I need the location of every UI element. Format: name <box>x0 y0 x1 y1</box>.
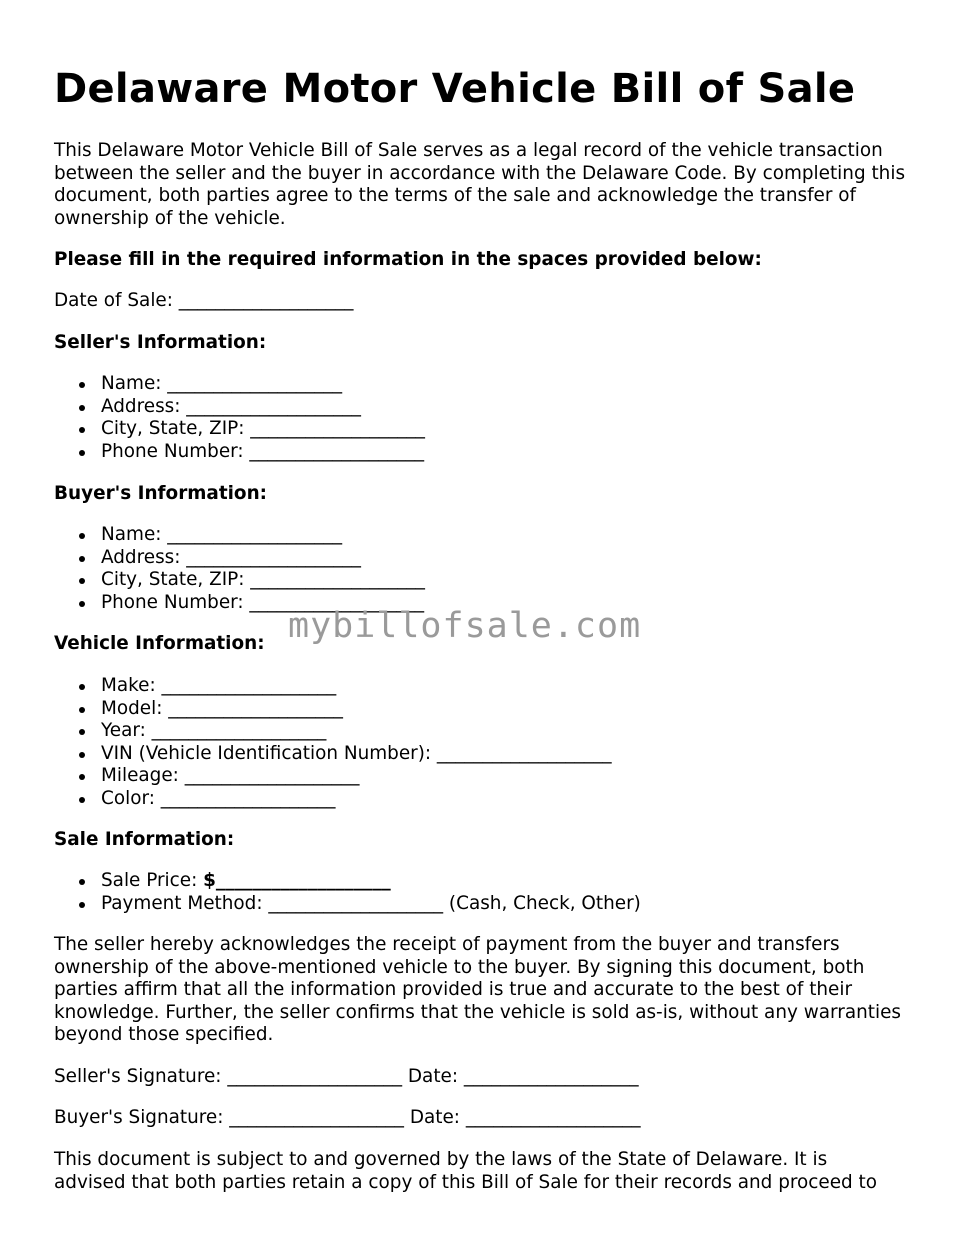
seller-heading: Seller's Information: <box>54 332 267 353</box>
buyer-address-field: Address: ___________________ <box>54 547 425 570</box>
buyer-city-state-zip-field: City, State, ZIP: ___________________ <box>54 569 425 592</box>
buyer-signature-line: Buyer's Signature: ___________________ Date: ___________________ <box>54 1107 641 1128</box>
date-of-sale-field: Date of Sale: ___________________ <box>54 290 354 311</box>
buyer-list <box>54 524 425 614</box>
seller-address-field: Address: ___________________ <box>54 396 425 419</box>
vehicle-year-field: Year: ___________________ <box>54 720 612 743</box>
seller-name-field: Name: ___________________ <box>54 373 425 396</box>
vehicle-color-field: Color: ___________________ <box>54 788 612 811</box>
buyer-heading: Buyer's Information: <box>54 483 268 504</box>
sale-price-field <box>54 870 641 893</box>
vehicle-heading: Vehicle Information: <box>54 633 265 654</box>
closing-line: This document is subject to and governed by the laws of the State of Delaware. It is <box>54 1149 828 1170</box>
watermark: mybillofsale.com <box>288 606 642 646</box>
instruction-heading: Please fill in the required information in the spaces provided below: <box>54 249 762 270</box>
closing-paragraph <box>54 1149 877 1194</box>
seller-city-state-zip-field: City, State, ZIP: ___________________ <box>54 418 425 441</box>
seller-phone-field: Phone Number: ___________________ <box>54 441 425 464</box>
seller-signature-line: Seller's Signature: ___________________ Date: ___________________ <box>54 1066 639 1087</box>
sale-price-label: Sale Price: <box>101 870 204 891</box>
vehicle-list <box>54 675 612 811</box>
buyer-name-field: Name: ___________________ <box>54 524 425 547</box>
vehicle-vin-field: VIN (Vehicle Identification Number): ___________________ <box>54 743 612 766</box>
payment-method-field: Payment Method: ___________________ (Cash, Check, Other) <box>54 893 641 916</box>
sale-heading: Sale Information: <box>54 829 235 850</box>
sale-price-blank: ___________________ <box>215 870 391 891</box>
vehicle-model-field: Model: ___________________ <box>54 698 612 721</box>
document-title: Delaware Motor Vehicle Bill of Sale <box>54 66 856 112</box>
sale-list <box>54 870 641 915</box>
buyer-phone-field: Phone Number: ___________________ <box>54 592 425 615</box>
intro-paragraph: This Delaware Motor Vehicle Bill of Sale serves as a legal record of the vehicle transaction between the seller and the buyer in accordance with the Delaware Code. By completing this document, both parties agree to the terms of the sale and acknowledge the transfer of ownership of the vehicle. <box>54 140 906 229</box>
vehicle-mileage-field: Mileage: ___________________ <box>54 765 612 788</box>
seller-list <box>54 373 425 463</box>
acknowledgment-paragraph: The seller hereby acknowledges the receipt of payment from the buyer and transfers ownership of the above-mentioned vehicle to the buyer. By signing this document, both parties affirm that all the information provided is true and accurate to the best of their knowledge. Further, the seller confirms that the vehicle is sold as-is, without any warranties beyond those specified. <box>54 934 901 1046</box>
vehicle-make-field: Make: ___________________ <box>54 675 612 698</box>
closing-line: advised that both parties retain a copy of this Bill of Sale for their records and proceed to <box>54 1171 877 1193</box>
sale-price-currency: $ <box>203 870 216 891</box>
